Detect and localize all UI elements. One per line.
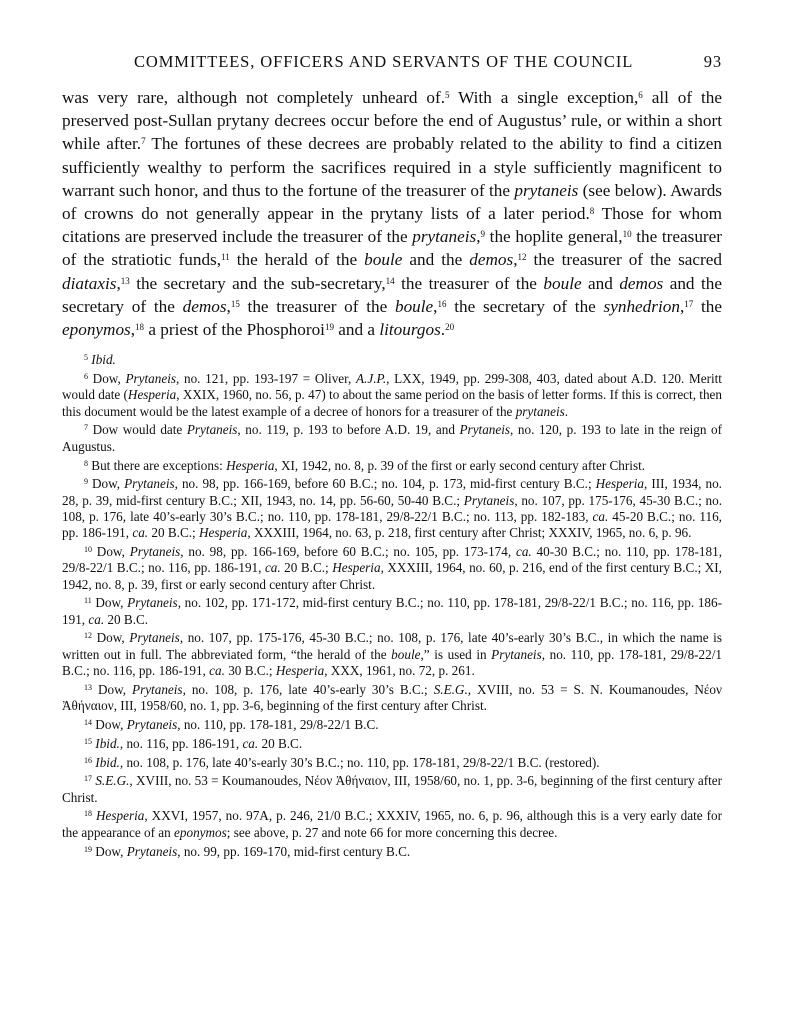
running-header <box>62 52 722 72</box>
body-paragraph: was very rare, although not completely unheard of.$^5$ With a single exception,$^6$ all of the preserved post-Sullan prytany decrees occur before the end of Augustus’ rule, or within a short while after.$^7$ The fortunes of these decrees are probably related to the ability to find a citizen sufficiently wealthy to perform the sacrifices required in a style sufficiently magnificent to warrant such honor, and thus to the fortune of the treasurer of the prytaneis (see below). Awards of crowns do not generally appear in the prytany lists of a later period.$^8$ Those for whom citations are preserved include the treasurer of the prytaneis,$^9$ the hoplite general,$^{10}$ the treasurer of the stratiotic funds,$^{11}$ the herald of the boule and the demos,$^{12}$ the treasurer of the sacred diataxis,$^{13}$ the secretary and the sub-secretary,$^{14}$ the treasurer of the boule and demos and the secretary of the demos,$^{15}$ the treasurer of the boule,$^{16}$ the secretary of the synhedrion,$^{17}$ the eponymos,$^{18}$ a priest of the Phosphoroi$^{19}$ and a litourgos.$^{20}$ <box>62 88 723 340</box>
page-number: 93 <box>703 52 722 71</box>
footnote: $^{13}$ Dow, Prytaneis, no. 108, p. 176, late 40’s-early 30’s B.C.; S.E.G., XVIII, no. 53 = S. N. Koumanoudes, Νέον Ἀθήναιον, III, 1958/60, no. 1, pp. 3-6, beginning of the first century after Christ. <box>62 681 722 714</box>
footnote: $^9$ Dow, Prytaneis, no. 98, pp. 166-169, before 60 B.C.; no. 104, p. 173, mid-first century B.C.; Hesperia, III, 1934, no. 28, p. 39, mid-first century B.C.; XII, 1943, no. 14, pp. 56-60, 50-40 B.C.; Prytaneis, no. 107, pp. 175-176, 45-30 B.C.; no. 108, p. 176, late 40’s-early 30’s B.C.; no. 110, pp. 178-181, 29/8-22/1 B.C.; no. 113, pp. 182-183, ca. 45-20 B.C.; no. 116, pp. 186-191, ca. 20 B.C.; Hesperia, XXXIII, 1964, no. 63, p. 218, first century after Christ; XXXIV, 1965, no. 6, p. 96. <box>62 476 723 541</box>
footnote: $^{16}$ Ibid., no. 108, p. 176, late 40’s-early 30’s B.C.; no. 110, pp. 178-181, 29/8-22/1 B.C. (restored). <box>84 754 600 770</box>
footnote: $^8$ But there are exceptions: Hesperia, XI, 1942, no. 8, p. 39 of the first or early second century after Christ. <box>84 457 646 473</box>
footnote: $^{18}$ Hesperia, XXVI, 1957, no. 97A, p. 246, 21/0 B.C.; XXXIV, 1965, no. 6, p. 96, although this is a very early date for the appearance of an eponymos; see above, p. 27 and note 66 for more concerning this decree. <box>62 808 723 840</box>
footnote: $^7$ Dow would date Prytaneis, no. 119, p. 193 to before A.D. 19, and Prytaneis, no. 120, p. 193 to late in the reign of Augustus. <box>62 422 722 454</box>
footnote: $^{17}$ S.E.G., XVIII, no. 53 = Koumanoudes, Νέον Ἀθήναιον, III, 1958/60, no. 1, pp. 3-6, beginning of the first century after Christ. <box>62 773 723 805</box>
footnote: $^{11}$ Dow, Prytaneis, no. 102, pp. 171-172, mid-first century B.C.; no. 110, pp. 178-181, 29/8-22/1 B.C.; no. 116, pp. 186-191, ca. 20 B.C. <box>62 595 722 627</box>
footnote: $^5$ Ibid. <box>84 352 116 368</box>
page <box>62 52 722 862</box>
running-title: COMMITTEES, OFFICERS AND SERVANTS OF THE COUNCIL <box>134 52 634 71</box>
footnote: $^6$ Dow, Prytaneis, no. 121, pp. 193-197 = Oliver, A.J.P., LXX, 1949, pp. 299-308, 403, dated about A.D. 120. Meritt would date (Hesperia, XXIX, 1960, no. 56, p. 47) to about the same period on the basis of letter forms. If this is correct, then this document would be the latest example of a decree of honors for a treasurer of the prytaneis. <box>62 371 722 419</box>
footnote: $^{10}$ Dow, Prytaneis, no. 98, pp. 166-169, before 60 B.C.; no. 105, pp. 173-174, ca. 40-30 B.C.; no. 110, pp. 178-181, 29/8-22/1 B.C.; no. 116, pp. 186-191, ca. 20 B.C.; Hesperia, XXXIII, 1964, no. 60, p. 216, end of the first century B.C.; XI, 1942, no. 8, p. 39, first or early second century after Christ. <box>62 544 722 592</box>
footnote: $^{14}$ Dow, Prytaneis, no. 110, pp. 178-181, 29/8-22/1 B.C. <box>84 716 379 732</box>
footnote: $^{19}$ Dow, Prytaneis, no. 99, pp. 169-170, mid-first century B.C. <box>84 843 411 859</box>
footnote: $^{15}$ Ibid., no. 116, pp. 186-191, ca. 20 B.C. <box>84 735 303 751</box>
footnotes <box>62 352 722 860</box>
footnote: $^{12}$ Dow, Prytaneis, no. 107, pp. 175-176, 45-30 B.C.; no. 108, p. 176, late 40’s-early 30’s B.C., in which the name is written out in full. The abbreviated form, “the herald of the boule,” is used in Prytaneis, no. 110, pp. 178-181, 29/8-22/1 B.C.; no. 116, pp. 186-191, ca. 30 B.C.; Hesperia, XXX, 1961, no. 72, p. 261. <box>62 630 722 679</box>
